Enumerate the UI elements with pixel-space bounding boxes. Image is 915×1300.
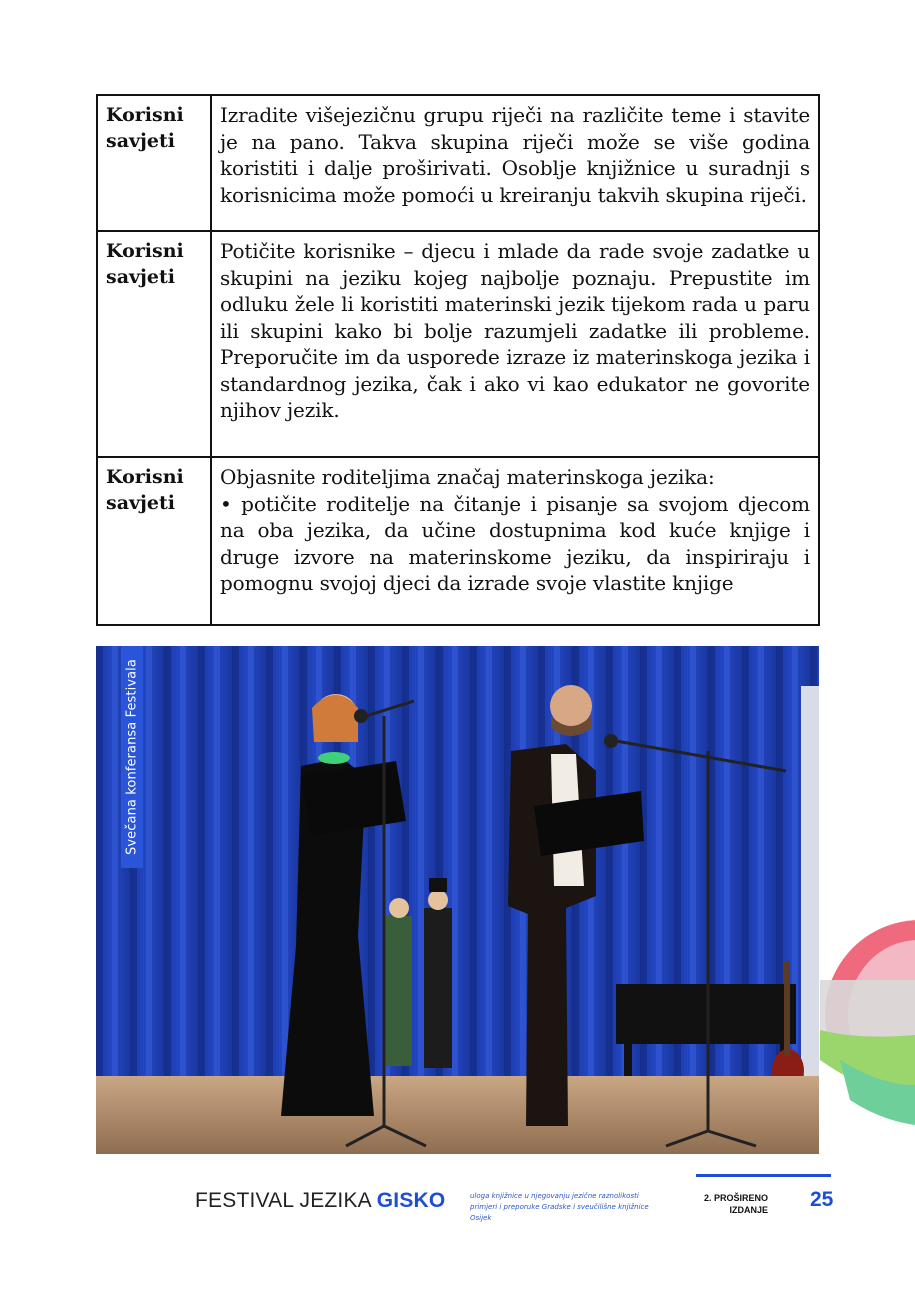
tip-label-line: Korisni xyxy=(106,466,184,488)
tip-label xyxy=(97,457,211,625)
tips-table xyxy=(96,94,820,626)
page-number: 25 xyxy=(810,1188,834,1211)
footer-tagline-line: uloga knjižnice u njegovanju jezične raznolikosti xyxy=(470,1192,639,1200)
tip-label-line: Korisni xyxy=(106,104,184,126)
footer-tagline-line: primjeri i preporuke Gradske i sveučilišne knjižnice Osijek xyxy=(470,1203,649,1222)
tip-label xyxy=(97,231,211,457)
tip-label-line: Korisni xyxy=(106,240,184,262)
tip-intro: Objasnite roditeljima značaj materinskoga jezika: xyxy=(220,465,715,489)
edition-line: IZDANJE xyxy=(729,1205,768,1215)
edition-line: 2. PROŠIRENO xyxy=(703,1193,768,1203)
photo-caption xyxy=(121,646,143,868)
stage-photo xyxy=(96,646,819,1154)
tip-label-line: savjeti xyxy=(106,492,176,514)
photo-caption-text: Svečana konferansa Festivala xyxy=(124,659,140,855)
tip-label-line: savjeti xyxy=(106,266,176,288)
footer-title-main: FESTIVAL JEZIKA xyxy=(195,1189,377,1212)
stage-floor xyxy=(96,1076,819,1154)
stage-photo-drawing xyxy=(96,646,819,1154)
decorative-shapes xyxy=(820,900,915,1130)
tip-text: Izradite višejezičnu grupu riječi na različite teme i stavite je na pano. Takva skupina riječi može se više godina koristiti i dalje proširivati. Osoblje knjižnice u suradnji s korisnicima može pomoći u kreiranju takvih skupina riječi. xyxy=(211,95,819,231)
footer-title-accent: GISKO xyxy=(376,1189,446,1212)
tip-label xyxy=(97,95,211,231)
edition-label xyxy=(698,1192,768,1216)
footer-rule xyxy=(696,1174,831,1177)
tip-row xyxy=(97,457,819,625)
tip-label-line: savjeti xyxy=(106,130,176,152)
tip-text: Potičite korisnike – djecu i mlade da rade svoje zadatke u skupini na jeziku kojeg najbolje poznaju. Prepustite im odluku žele li koristiti materinski jezik tijekom rada u paru ili skupini kako bi bolje razumjeli zadatke ili probleme. Preporučite im da usporede izraze iz materinskoga jezika i standardnog jezika, čak i ako vi kao edukator ne govorite njihov jezik. xyxy=(211,231,819,457)
tip-row xyxy=(97,231,819,457)
footer-title xyxy=(195,1189,445,1213)
tip-bullet: • potičite roditelje na čitanje i pisanje sa svojom djecom na oba jezika, da učine dostupnima kod kuće knjige i druge izvore na materinskome jeziku, da inspiriraju i pomognu svojoj djeci da izrade svoje vlastite knjige xyxy=(220,491,810,595)
tip-row xyxy=(97,95,819,231)
tip-text xyxy=(211,457,819,625)
piano xyxy=(616,984,796,1044)
footer-tagline xyxy=(470,1191,670,1224)
